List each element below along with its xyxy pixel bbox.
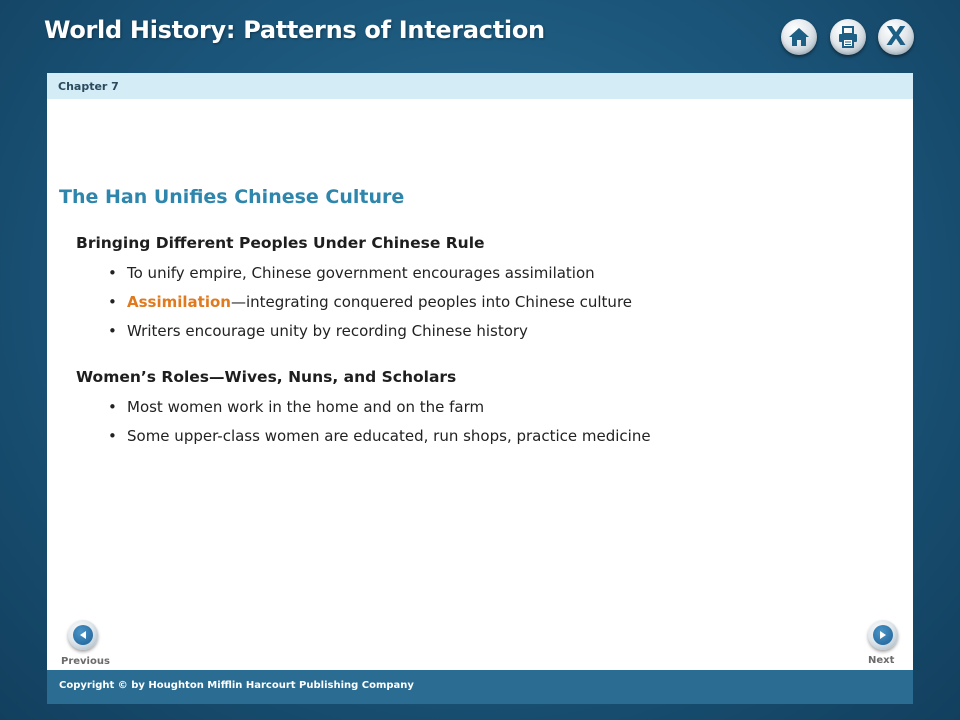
copyright-text: Copyright © by Houghton Mifflin Harcourt Publishing Company <box>59 680 414 691</box>
print-button[interactable] <box>830 19 866 55</box>
previous-button-face <box>73 625 93 645</box>
bullet-text: To unify empire, Chinese government encourages assimilation <box>127 264 595 282</box>
previous-button[interactable] <box>68 620 98 650</box>
section-heading: Women’s Roles—Wives, Nuns, and Scholars <box>76 368 457 386</box>
bullet-item <box>108 427 651 445</box>
home-button[interactable] <box>781 19 817 55</box>
bullet-item <box>108 293 633 311</box>
close-button[interactable] <box>878 19 914 55</box>
bullet-text: Writers encourage unity by recording Chinese history <box>127 322 528 340</box>
triangle-right-icon <box>878 630 888 640</box>
bullet-item <box>108 398 485 416</box>
close-icon: X <box>885 22 907 52</box>
key-term: Assimilation <box>127 293 231 311</box>
slide-panel <box>47 73 913 670</box>
bullet-dot: • <box>108 427 117 445</box>
bullet-text: Most women work in the home and on the farm <box>127 398 485 416</box>
app-title: World History: Patterns of Interaction <box>44 16 545 44</box>
triangle-left-icon <box>78 630 88 640</box>
next-button-face <box>873 625 893 645</box>
bullet-dot: • <box>108 264 117 282</box>
previous-label[interactable]: Previous <box>61 656 110 667</box>
printer-icon <box>837 26 859 48</box>
next-button[interactable] <box>868 620 898 650</box>
bullet-item <box>108 264 595 282</box>
next-label[interactable]: Next <box>868 655 895 666</box>
home-icon <box>788 27 810 47</box>
bullet-dot: • <box>108 398 117 416</box>
footer-bar <box>47 670 913 704</box>
chapter-bar <box>47 73 913 99</box>
bullet-dot: • <box>108 322 117 340</box>
section-heading: Bringing Different Peoples Under Chinese Rule <box>76 234 485 252</box>
slide-title: The Han Unifies Chinese Culture <box>59 186 405 208</box>
chapter-label: Chapter 7 <box>58 80 119 93</box>
bullet-text: —integrating conquered peoples into Chinese culture <box>230 293 633 311</box>
bullet-dot: • <box>108 293 117 311</box>
bullet-item <box>108 322 528 340</box>
bullet-text: Some upper-class women are educated, run shops, practice medicine <box>127 427 651 445</box>
